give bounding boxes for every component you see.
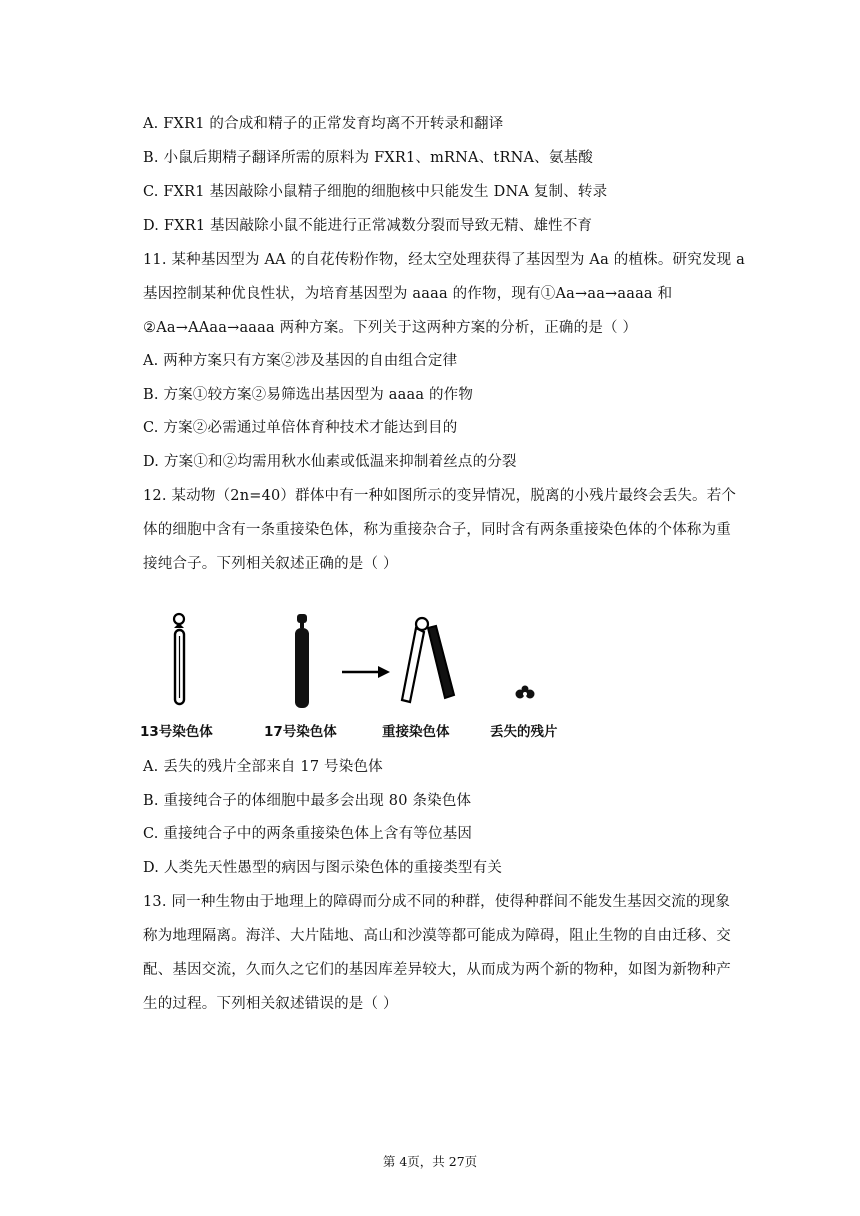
label-lost-fragment: 丢失的残片	[490, 724, 558, 740]
q13-stem-line-4: 生的过程。下列相关叙述错误的是（ ）	[143, 996, 398, 1012]
q12-option-a: A. 丢失的残片全部来自 17 号染色体	[143, 759, 383, 775]
q10-option-d: D. FXR1 基因敲除小鼠不能进行正常减数分裂而导致无精、雄性不育	[143, 218, 593, 234]
q13-stem-line-3: 配、基因交流，久而久之它们的基因库差异较大，从而成为两个新的物种，如图为新物种产	[143, 962, 731, 978]
q11-stem-line-1: 11. 某种基因型为 AA 的自花传粉作物，经太空处理获得了基因型为 Aa 的植株。研究发现 a	[143, 252, 746, 268]
fused-chromosome	[402, 618, 454, 702]
q13-stem-line-2: 称为地理隔离。海洋、大片陆地、高山和沙漠等都可能成为障碍，阻止生物的自由迁移、交	[143, 928, 731, 944]
q12-stem-line-1: 12. 某动物（2n=40）群体中有一种如图所示的变异情况，脱离的小残片最终会丢失。若个	[143, 488, 737, 504]
lost-fragment	[516, 686, 535, 699]
q11-option-c: C. 方案②必需通过单倍体育种技术才能达到目的	[143, 420, 458, 436]
label-fused-chromosome: 重接染色体	[382, 724, 450, 740]
q12-option-d: D. 人类先天性愚型的病因与图示染色体的重接类型有关	[143, 860, 503, 876]
q10-option-c: C. FXR1 基因敲除小鼠精子细胞的细胞核中只能发生 DNA 复制、转录	[143, 184, 608, 200]
chromosome-17	[295, 614, 309, 708]
label-chromosome-13: 13号染色体	[140, 724, 213, 740]
q12-stem-line-3: 接纯合子。下列相关叙述正确的是（ ）	[143, 556, 398, 572]
q12-option-b: B. 重接纯合子的体细胞中最多会出现 80 条染色体	[143, 793, 472, 809]
q11-option-b: B. 方案①较方案②易筛选出基因型为 aaaa 的作物	[143, 387, 474, 403]
q12-stem-line-2: 体的细胞中含有一条重接染色体，称为重接杂合子，同时含有两条重接染色体的个体称为重	[143, 522, 731, 538]
q11-stem-line-3: ②Aa→AAaa→aaaa 两种方案。下列关于这两种方案的分析，正确的是（ ）	[143, 320, 638, 336]
arrow-icon	[342, 666, 390, 678]
q12-option-c: C. 重接纯合子中的两条重接染色体上含有等位基因	[143, 826, 473, 842]
q10-option-a: A. FXR1 的合成和精子的正常发育均离不开转录和翻译	[143, 116, 504, 132]
q11-option-a: A. 两种方案只有方案②涉及基因的自由组合定律	[143, 353, 458, 369]
chromosome-diagram	[140, 606, 580, 718]
label-chromosome-17: 17号染色体	[264, 724, 337, 740]
q10-option-b: B. 小鼠后期精子翻译所需的原料为 FXR1、mRNA、tRNA、氨基酸	[143, 150, 593, 166]
page-number: 第 4页，共 27页	[382, 1154, 478, 1169]
chromosome-fusion-figure	[140, 606, 580, 748]
q11-stem-line-2: 基因控制某种优良性状，为培育基因型为 aaaa 的作物，现有①Aa→aa→aaaa 和	[143, 286, 673, 302]
q11-option-d: D. 方案①和②均需用秋水仙素或低温来抑制着丝点的分裂	[143, 454, 517, 470]
q13-stem-line-1: 13. 同一种生物由于地理上的障碍而分成不同的种群，使得种群间不能发生基因交流的现象	[143, 894, 731, 910]
chromosome-13	[174, 614, 184, 704]
